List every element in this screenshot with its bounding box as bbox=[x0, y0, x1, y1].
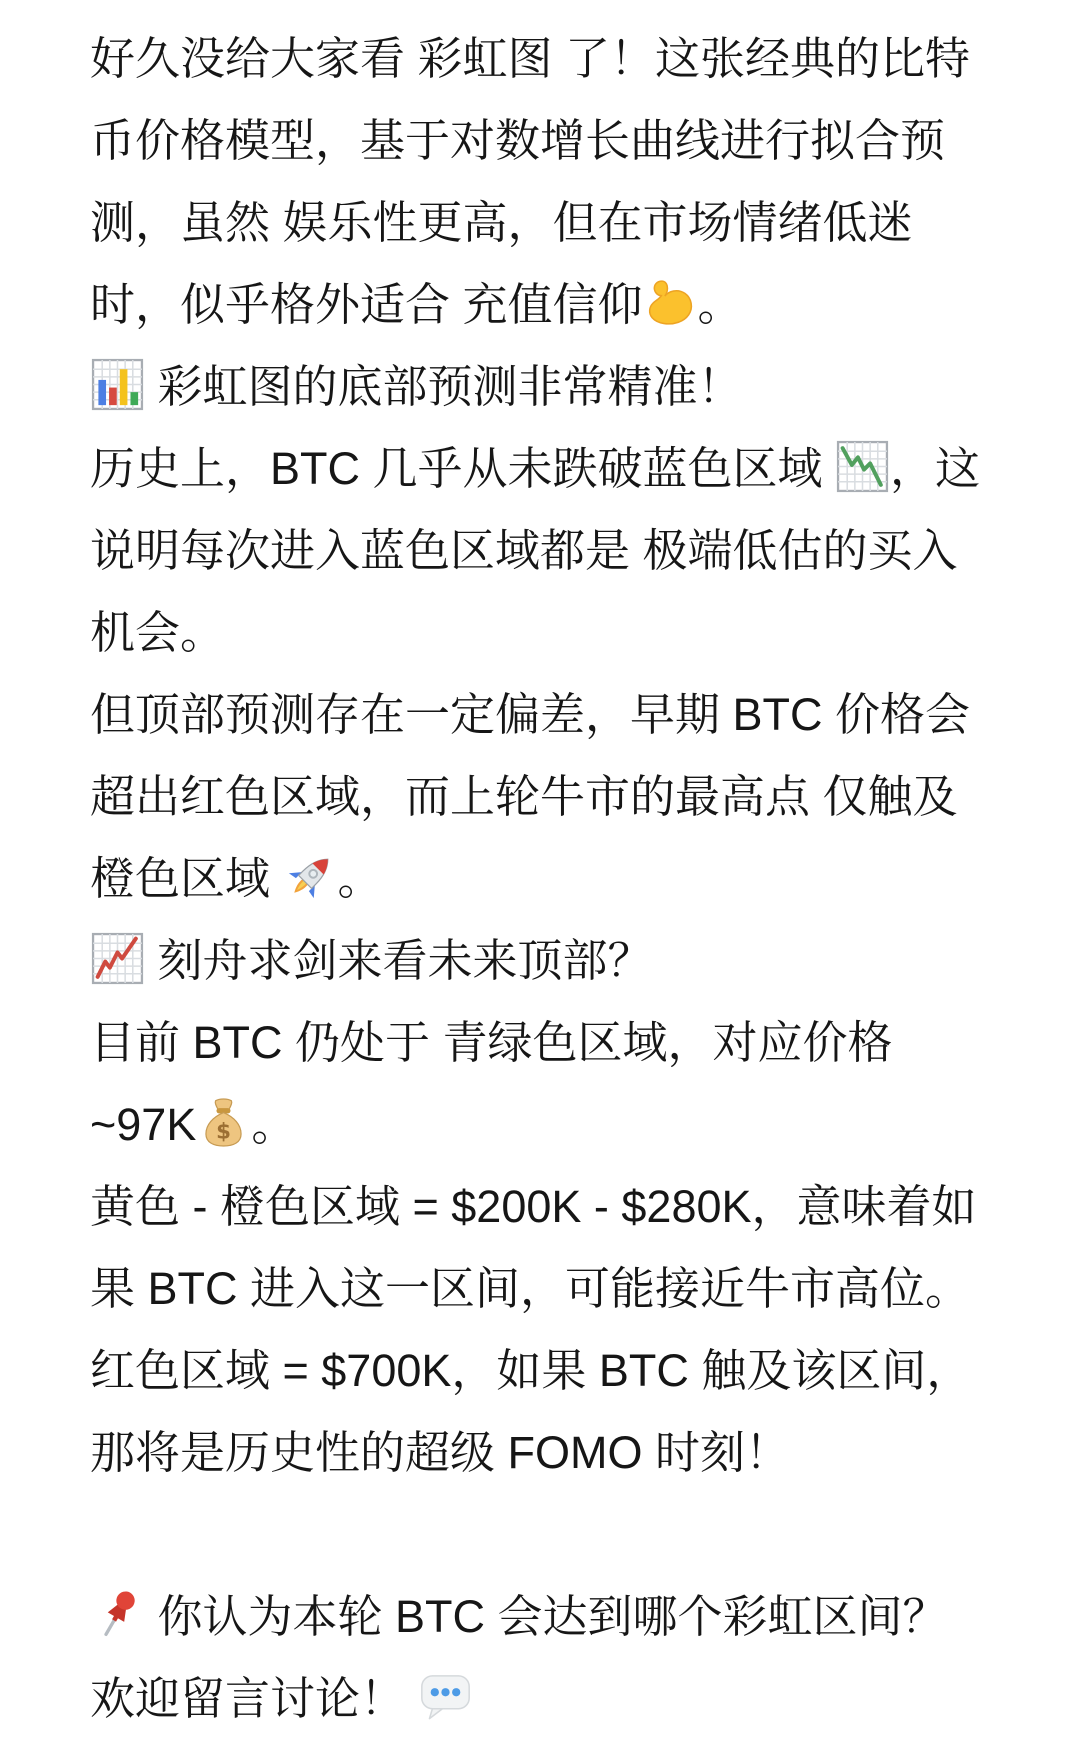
text-segment: 那将是历史性的超级 FOMO 时刻！ bbox=[90, 1427, 790, 1478]
post-line bbox=[90, 346, 1040, 428]
pushpin-emoji bbox=[90, 1587, 145, 1642]
svg-text:$: $ bbox=[216, 1119, 232, 1145]
text-segment: 彩虹图的底部预测非常精准！ bbox=[145, 361, 743, 412]
text-segment: 时，似乎格外适合 充值信仰 bbox=[90, 279, 643, 330]
text-segment: 。 bbox=[337, 853, 383, 904]
bar-chart-emoji bbox=[90, 357, 145, 412]
post-line bbox=[90, 1412, 1040, 1494]
money-bag-emoji bbox=[196, 1095, 251, 1150]
blank-line bbox=[90, 1494, 1040, 1576]
rocket-emoji bbox=[283, 849, 338, 904]
text-segment: 好久没给大家看 彩虹图 了！这张经典的比特 bbox=[90, 33, 971, 84]
text-segment: 欢迎留言讨论！ bbox=[90, 1673, 418, 1724]
post-line bbox=[90, 756, 1040, 838]
text-segment: ，这 bbox=[890, 443, 981, 494]
post-line bbox=[90, 1576, 1040, 1658]
text-segment: 你认为本轮 BTC 会达到哪个彩虹区间？ bbox=[145, 1591, 948, 1642]
post-line bbox=[90, 920, 1040, 1002]
text-segment: 果 BTC 进入这一区间，可能接近牛市高位。 bbox=[90, 1263, 971, 1314]
post-line bbox=[90, 1166, 1040, 1248]
text-segment: 历史上，BTC 几乎从未跌破蓝色区域 bbox=[90, 443, 836, 494]
chart-decreasing-emoji bbox=[835, 439, 890, 494]
post-line bbox=[90, 1330, 1040, 1412]
text-segment: 刻舟求剑来看未来顶部？ bbox=[145, 935, 653, 986]
text-segment: 测，虽然 娱乐性更高，但在市场情绪低迷 bbox=[90, 197, 913, 248]
post-line bbox=[90, 182, 1040, 264]
text-segment: 。 bbox=[697, 279, 743, 330]
text-segment: 币价格模型，基于对数增长曲线进行拟合预 bbox=[90, 115, 946, 166]
flexed-biceps-emoji bbox=[643, 275, 698, 330]
post-line bbox=[90, 1084, 1040, 1166]
post-line bbox=[90, 100, 1040, 182]
text-segment: 。 bbox=[251, 1099, 297, 1150]
post-line bbox=[90, 264, 1040, 346]
post-line bbox=[90, 1002, 1040, 1084]
post-line bbox=[90, 838, 1040, 920]
chart-increasing-emoji bbox=[90, 931, 145, 986]
post-line bbox=[90, 592, 1040, 674]
post-line bbox=[90, 510, 1040, 592]
text-segment: 机会。 bbox=[90, 607, 226, 658]
post-line bbox=[90, 1248, 1040, 1330]
text-segment: 橙色区域 bbox=[90, 853, 283, 904]
speech-balloon-emoji bbox=[418, 1669, 473, 1724]
text-segment: 黄色 - 橙色区域 = $200K - $280K，意味着如 bbox=[90, 1181, 977, 1232]
post-line bbox=[90, 674, 1040, 756]
post-line bbox=[90, 18, 1040, 100]
text-segment: 但顶部预测存在一定偏差，早期 BTC 价格会 bbox=[90, 689, 971, 740]
post-line bbox=[90, 428, 1040, 510]
text-segment: 红色区域 = $700K，如果 BTC 触及该区间， bbox=[90, 1345, 972, 1396]
post-line bbox=[90, 1658, 1040, 1740]
text-segment: 说明每次进入蓝色区域都是 极端低估的买入 bbox=[90, 525, 958, 576]
text-segment: ~97K bbox=[90, 1099, 197, 1150]
text-segment: 超出红色区域，而上轮牛市的最高点 仅触及 bbox=[90, 771, 958, 822]
text-segment: 目前 BTC 仍处于 青绿色区域，对应价格 bbox=[90, 1017, 893, 1068]
